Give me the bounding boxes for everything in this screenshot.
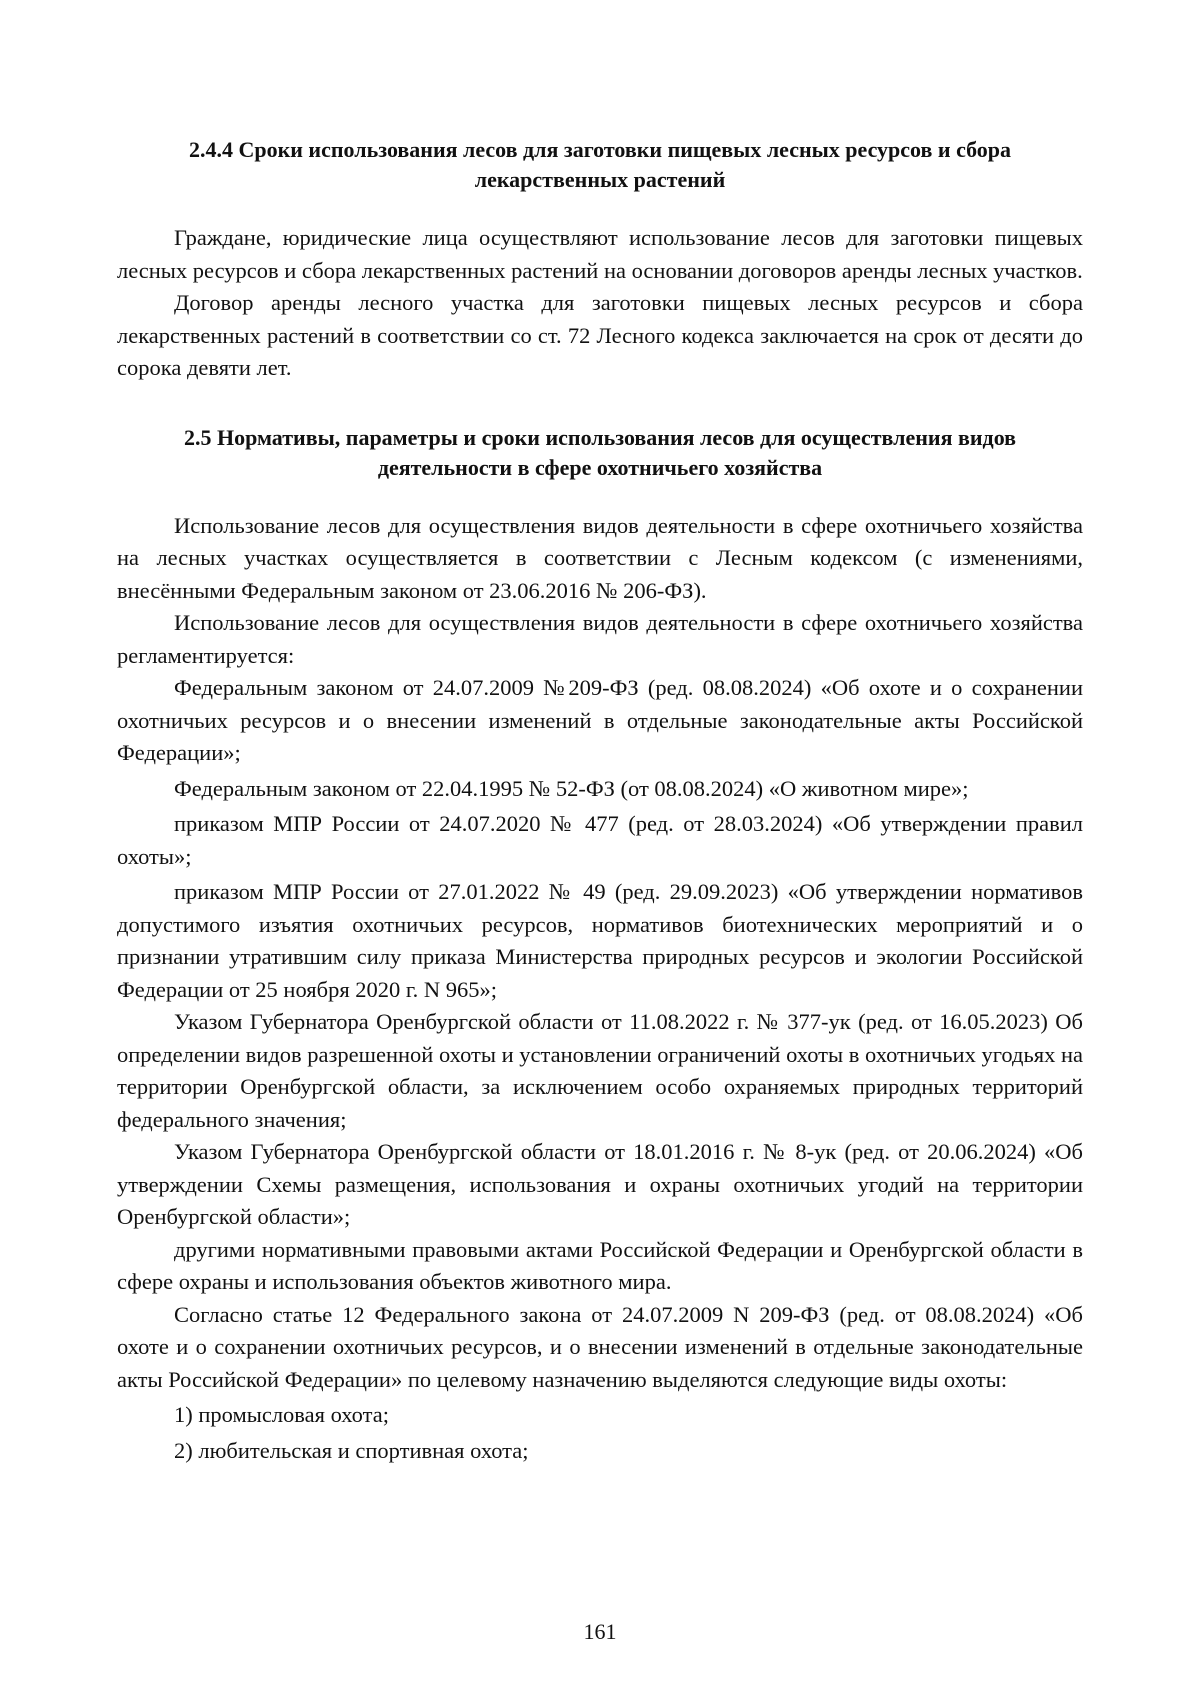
paragraph: другими нормативными правовыми актами Российской Федерации и Оренбургской области в сфере охраны и использования объектов животного мира.	[117, 1236, 1083, 1294]
paragraph: приказом МПР России от 27.01.2022 № 49 (ред. 29.09.2023) «Об утверждении нормативов допустимого изъятия охотничьих ресурсов, нормативов биотехнических мероприятий и о признании утратившим силу приказа Министерства природных ресурсов и экологии Российской Федерации от 25 ноября 2020 г. N 965»;	[117, 879, 1083, 1002]
paragraph: Указом Губернатора Оренбургской области от 11.08.2022 г. № 377-ук (ред. от 16.05.2023) Об определении видов разрешенной охоты и установлении ограничений охоты в охотничьих угодьях на территории Оренбургской области, за исключением особо охраняемых природных территорий федерального значения;	[117, 1009, 1083, 1132]
list-item: 1) промысловая охота;	[174, 1402, 389, 1427]
list-item: 2) любительская и спортивная охота;	[174, 1437, 529, 1463]
paragraph: Указом Губернатора Оренбургской области от 18.01.2016 г. № 8-ук (ред. от 20.06.2024) «Об утверждении Схемы размещения, использования и охраны охотничьих угодий на территории Оренбургской области»;	[117, 1139, 1083, 1229]
section-heading-2-5: 2.5 Нормативы, параметры и сроки использования лесов для осуществления видов деятельности в сфере охотничьего хозяйства	[183, 424, 1017, 480]
paragraph: Использование лесов для осуществления видов деятельности в сфере охотничьего хозяйства регламентируется:	[117, 610, 1083, 668]
page-content	[117, 135, 1083, 1467]
paragraph: приказом МПР России от 24.07.2020 № 477 (ред. от 28.03.2024) «Об утверждении правил охоты»;	[117, 811, 1083, 869]
section-heading-2-4-4: 2.4.4 Сроки использования лесов для заготовки пищевых лесных ресурсов и сбора лекарственных растений	[188, 137, 1012, 192]
paragraph: Согласно статье 12 Федерального закона от 24.07.2009 N 209-ФЗ (ред. от 08.08.2024) «Об охоте и о сохранении охотничьих ресурсов, и о внесении изменений в отдельные законодательные акты Российской Федерации» по целевому назначению выделяются следующие виды охоты:	[117, 1301, 1083, 1392]
paragraph: Договор аренды лесного участка для заготовки пищевых лесных ресурсов и сбора лекарственных растений в соответствии со ст. 72 Лесного кодекса заключается на срок от десяти до сорока девяти лет.	[117, 290, 1083, 380]
paragraph: Использование лесов для осуществления видов деятельности в сфере охотничьего хозяйства на лесных участках осуществляется в соответствии с Лесным кодексом (с изменениями, внесёнными Федеральным законом от 23.06.2016 № 206-ФЗ).	[117, 512, 1083, 603]
paragraph: Граждане, юридические лица осуществляют использование лесов для заготовки пищевых лесных ресурсов и сбора лекарственных растений на основании договоров аренды лесных участков.	[117, 225, 1083, 283]
page-number: 161	[583, 1619, 617, 1644]
paragraph: Федеральным законом от 22.04.1995 № 52-ФЗ (от 08.08.2024) «О животном мире»;	[174, 775, 969, 801]
paragraph: Федеральным законом от 24.07.2009 №209-ФЗ (ред. 08.08.2024) «Об охоте и о сохранении охотничьих ресурсов и о внесении изменений в отдельные законодательные акты Российской Федерации»;	[117, 675, 1083, 765]
